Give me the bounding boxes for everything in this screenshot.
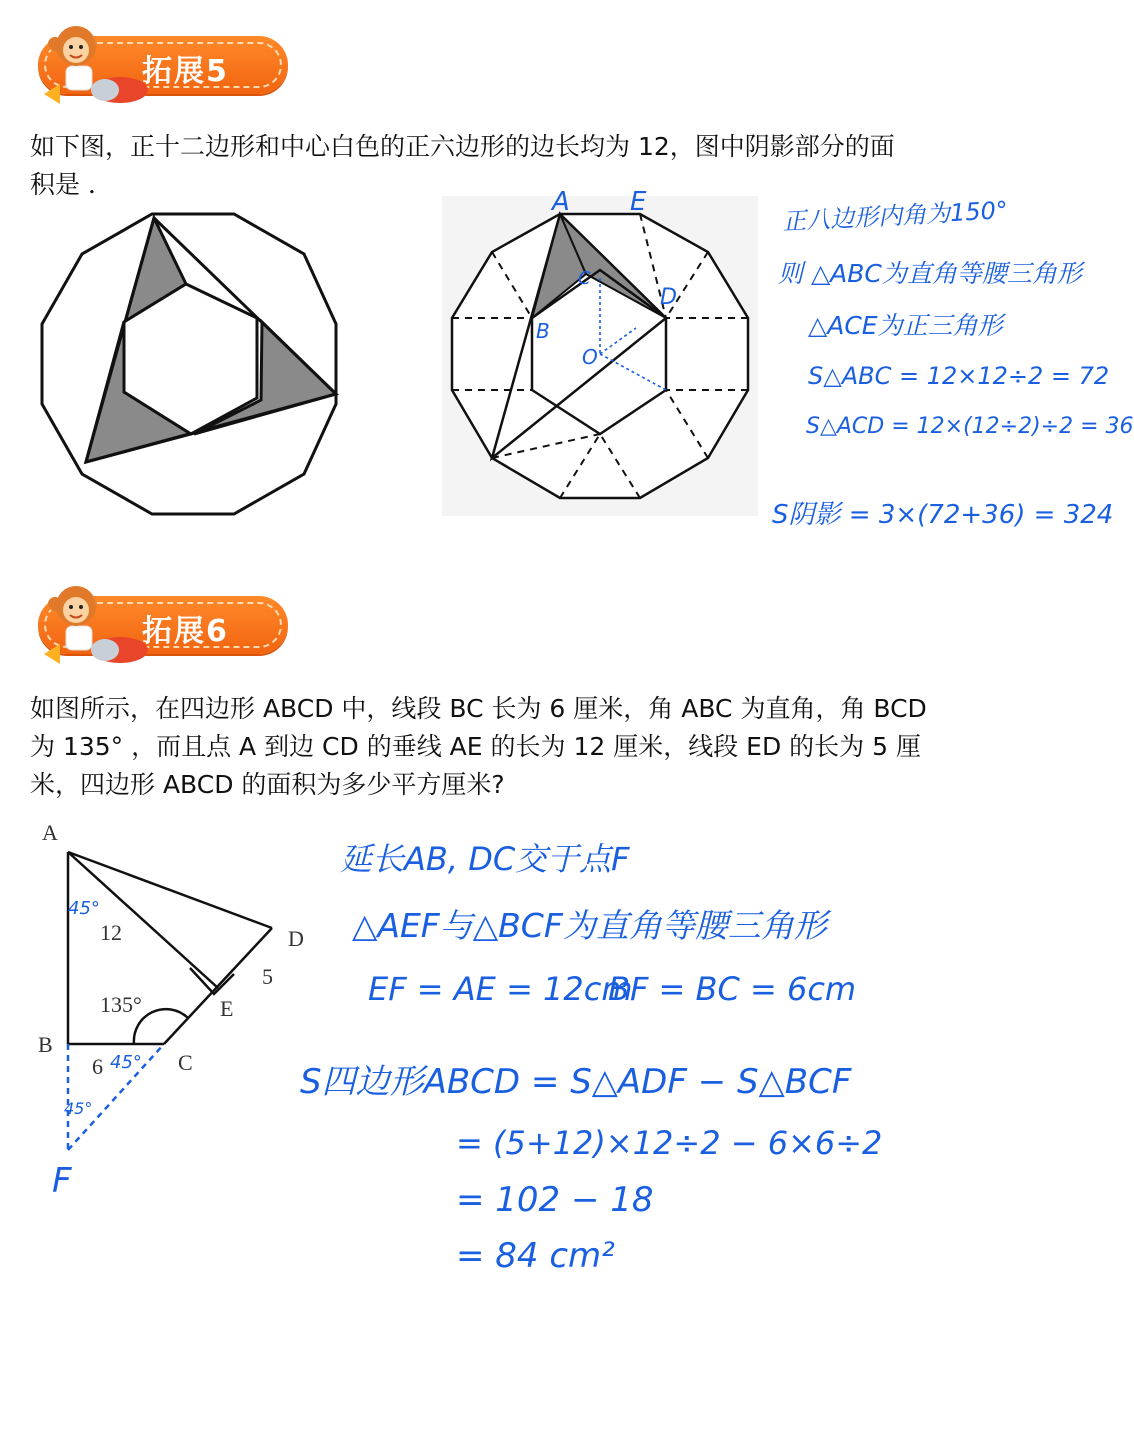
angle-a-note: 45° xyxy=(68,898,100,919)
label-o: O xyxy=(582,345,598,369)
length-ae: 12 xyxy=(100,920,122,945)
note-line: △AEF与△BCF为直角等腰三角形 xyxy=(352,906,827,945)
label-c: C xyxy=(578,268,591,289)
note-line: EF = AE = 12cm xyxy=(368,970,633,1008)
note-line: S△ACD = 12×(12÷2)÷2 = 36 xyxy=(806,414,1134,439)
question-line: 为 135° ，而且点 A 到边 CD 的垂线 AE 的长为 12 厘米，线段 ED 的长为 5 厘 xyxy=(30,732,921,761)
quadrilateral-figure xyxy=(30,818,330,1201)
label-a: A xyxy=(42,820,58,845)
note-line: = 84 cm² xyxy=(456,1236,615,1276)
question-line: 米，四边形 ABCD 的面积为多少平方厘米? xyxy=(30,770,505,799)
label-e: E xyxy=(630,187,647,217)
badge-label: 拓展5 xyxy=(142,54,229,89)
note-line: S△ABC = 12×12÷2 = 72 xyxy=(808,362,1110,390)
length-ed: 5 xyxy=(262,964,273,989)
note-line: S四边形ABCD = S△ADF − S△BCF xyxy=(300,1062,852,1102)
note-line: BF = BC = 6cm xyxy=(608,970,857,1008)
label-f: F xyxy=(52,1161,72,1201)
angle-c-note: 45° xyxy=(110,1052,142,1073)
label-a: A xyxy=(552,187,570,217)
annotated-dodecagon xyxy=(440,178,770,518)
question-line: 如下图，正十二边形和中心白色的正六边形的边长均为 12，图中阴影部分的面 xyxy=(30,132,895,161)
angle-f-note: 45° xyxy=(64,1099,93,1118)
ext6-banner xyxy=(30,582,290,662)
label-b: B xyxy=(536,319,550,343)
question-line: 积是 ． xyxy=(30,170,113,199)
label-e: E xyxy=(220,996,234,1021)
label-b: B xyxy=(38,1032,53,1057)
monkey-mascot-icon xyxy=(30,14,140,114)
note-line: = (5+12)×12÷2 − 6×6÷2 xyxy=(456,1124,883,1162)
note-line: = 102 − 18 xyxy=(456,1180,654,1220)
monkey-mascot-icon xyxy=(30,574,140,674)
note-line: △ACE为正三角形 xyxy=(808,311,1003,340)
angle-bcd: 135° xyxy=(100,992,142,1017)
note-line: 延长AB, DC交于点F xyxy=(340,840,630,878)
label-d: D xyxy=(660,285,677,310)
ext6-question xyxy=(30,690,1060,804)
note-line: S阴影 = 3×(72+36) = 324 xyxy=(772,500,1114,530)
note-line: 则 △ABC为直角等腰三角形 xyxy=(778,259,1082,288)
dodecagon-figure xyxy=(36,214,346,514)
note-line: 正八边形内角为150° xyxy=(781,196,1009,236)
ext5-banner xyxy=(30,22,290,102)
badge-label: 拓展6 xyxy=(142,614,229,649)
question-line: 如图所示，在四边形 ABCD 中，线段 BC 长为 6 厘米，角 ABC 为直角，角 BCD xyxy=(30,694,927,723)
length-bc: 6 xyxy=(92,1054,103,1079)
label-d: D xyxy=(288,926,304,951)
label-c: C xyxy=(178,1050,193,1075)
